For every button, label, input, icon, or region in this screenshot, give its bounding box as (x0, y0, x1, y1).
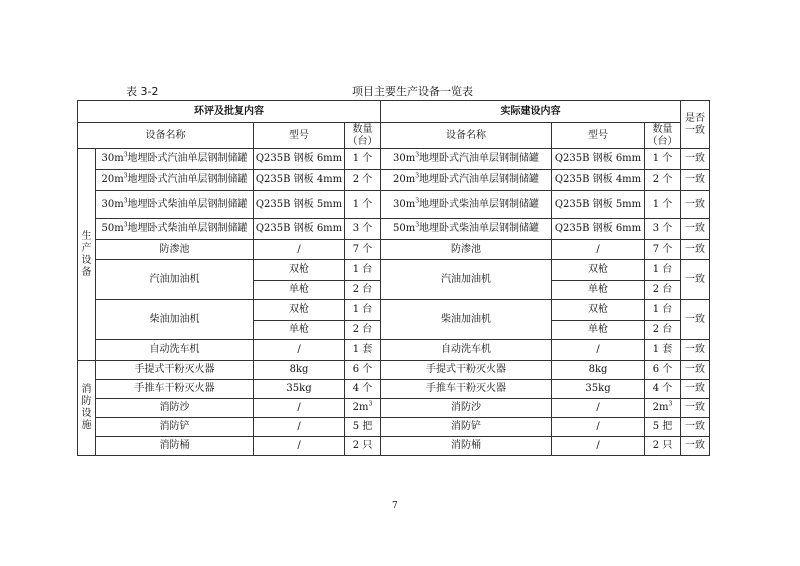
equipment-name: 消防桶 (96, 437, 254, 456)
equipment-name: 柴油加油机 (381, 300, 552, 340)
consistent-cell: 一致 (681, 437, 710, 456)
qty-cell: 4 个 (645, 380, 681, 399)
qty-cell: 6 个 (345, 361, 381, 380)
category-production: 生 产 设 备 (78, 149, 96, 361)
qty-cell: $2m^3$ (345, 399, 381, 418)
qty-cell: 2 个 (345, 170, 381, 191)
model-cell: 双枪 (254, 260, 345, 281)
equipment-name: $20m^3$地埋卧式汽油单层钢制储罐 (96, 170, 254, 191)
header-name-actual: 设备名称 (381, 123, 552, 149)
table-row (78, 437, 710, 456)
equipment-name: 柴油加油机 (96, 300, 254, 340)
qty-cell: 5 把 (645, 418, 681, 437)
consistent-cell: 一致 (681, 399, 710, 418)
equipment-name: $30m^3$地埋卧式柴油单层钢制储罐 (96, 191, 254, 219)
model-cell: Q235B 钢板 6mm (254, 149, 345, 170)
equipment-name: $30m^3$地埋卧式汽油单层钢制储罐 (96, 149, 254, 170)
qty-cell: 1 个 (345, 191, 381, 219)
model-cell: Q235B 钢板 6mm (552, 219, 645, 240)
model-cell: / (552, 418, 645, 437)
consistent-cell: 一致 (681, 380, 710, 399)
consistent-cell: 一致 (681, 361, 710, 380)
equipment-name: 消防沙 (381, 399, 552, 418)
header-qty-actual: 数量 （台） (645, 123, 681, 149)
equipment-name: 消防铲 (381, 418, 552, 437)
qty-cell: 5 把 (345, 418, 381, 437)
table-row (78, 340, 710, 361)
qty-cell: 1 个 (345, 149, 381, 170)
qty-cell: 2 只 (345, 437, 381, 456)
qty-cell: $2m^3$ (645, 399, 681, 418)
qty-cell: 2 台 (645, 321, 681, 340)
model-cell: 双枪 (552, 300, 645, 321)
consistent-cell: 一致 (681, 240, 710, 260)
qty-cell: 1 台 (645, 300, 681, 321)
equipment-name: 手推车干粉灭火器 (96, 380, 254, 399)
equipment-table (77, 100, 710, 456)
equipment-name: $30m^3$地埋卧式柴油单层钢制储罐 (381, 191, 552, 219)
table-number: 表 3-2 (126, 85, 159, 98)
page-number: 7 (392, 501, 398, 511)
consistent-cell: 一致 (681, 418, 710, 437)
equipment-name: 手提式干粉灭火器 (96, 361, 254, 380)
header-name-approved: 设备名称 (78, 123, 254, 149)
model-cell: / (254, 418, 345, 437)
qty-cell: 2 台 (645, 281, 681, 300)
header-approved: 环评及批复内容 (78, 101, 381, 123)
qty-cell: 2 只 (645, 437, 681, 456)
model-cell: 单枪 (254, 281, 345, 300)
model-cell: 单枪 (552, 321, 645, 340)
table-row (78, 260, 710, 281)
qty-cell: 2 个 (645, 170, 681, 191)
consistent-cell: 一致 (681, 191, 710, 219)
equipment-name: 消防沙 (96, 399, 254, 418)
consistent-cell: 一致 (681, 149, 710, 170)
model-cell: Q235B 钢板 6mm (254, 219, 345, 240)
table-title: 项目主要生产设备一览表 (352, 85, 473, 98)
equipment-name: 手推车干粉灭火器 (381, 380, 552, 399)
model-cell: 双枪 (254, 300, 345, 321)
qty-cell: 4 个 (345, 380, 381, 399)
model-cell: / (254, 437, 345, 456)
model-cell: Q235B 钢板 5mm (552, 191, 645, 219)
table-row (78, 300, 710, 321)
model-cell: 单枪 (254, 321, 345, 340)
consistent-cell: 一致 (681, 170, 710, 191)
equipment-name: $30m^3$地埋卧式汽油单层钢制储罐 (381, 149, 552, 170)
model-cell: 35kg (552, 380, 645, 399)
consistent-cell: 一致 (681, 340, 710, 361)
header-model-approved: 型号 (254, 123, 345, 149)
qty-cell: 3 个 (345, 219, 381, 240)
model-cell: 8kg (552, 361, 645, 380)
qty-cell: 1 套 (345, 340, 381, 361)
table-row (78, 170, 710, 191)
consistent-cell: 一致 (681, 300, 710, 340)
model-cell: Q235B 钢板 4mm (552, 170, 645, 191)
equipment-name: 汽油加油机 (96, 260, 254, 300)
qty-cell: 2 台 (345, 281, 381, 300)
table-row (78, 380, 710, 399)
qty-cell: 3 个 (645, 219, 681, 240)
equipment-name: $50m^3$地埋卧式柴油单层钢制储罐 (96, 219, 254, 240)
qty-cell: 7 个 (645, 240, 681, 260)
model-cell: Q235B 钢板 4mm (254, 170, 345, 191)
table-row (78, 240, 710, 260)
model-cell: / (552, 399, 645, 418)
qty-cell: 6 个 (645, 361, 681, 380)
table-row (78, 149, 710, 170)
equipment-name: 自动洗车机 (381, 340, 552, 361)
model-cell: 单枪 (552, 281, 645, 300)
qty-cell: 7 个 (345, 240, 381, 260)
table-row (78, 418, 710, 437)
qty-cell: 1 台 (645, 260, 681, 281)
qty-cell: 2 台 (345, 321, 381, 340)
header-consistent: 是否 一致 (681, 101, 710, 149)
qty-cell: 1 台 (345, 260, 381, 281)
model-cell: 双枪 (552, 260, 645, 281)
equipment-name: $20m^3$地埋卧式汽油单层钢制储罐 (381, 170, 552, 191)
consistent-cell: 一致 (681, 260, 710, 300)
table-row (78, 399, 710, 418)
header-actual: 实际建设内容 (381, 101, 681, 123)
model-cell: 8kg (254, 361, 345, 380)
equipment-name: 消防铲 (96, 418, 254, 437)
model-cell: / (254, 240, 345, 260)
header-qty-approved: 数量 （台） (345, 123, 381, 149)
model-cell: / (254, 340, 345, 361)
equipment-name: $50m^3$地埋卧式柴油单层钢制储罐 (381, 219, 552, 240)
equipment-name: 手提式干粉灭火器 (381, 361, 552, 380)
model-cell: / (552, 240, 645, 260)
model-cell: / (254, 399, 345, 418)
qty-cell: 1 套 (645, 340, 681, 361)
equipment-name: 防渗池 (381, 240, 552, 260)
equipment-name: 汽油加油机 (381, 260, 552, 300)
header-model-actual: 型号 (552, 123, 645, 149)
model-cell: / (552, 437, 645, 456)
table-row (78, 361, 710, 380)
qty-cell: 1 台 (345, 300, 381, 321)
table-row (78, 191, 710, 219)
model-cell: 35kg (254, 380, 345, 399)
model-cell: / (552, 340, 645, 361)
consistent-cell: 一致 (681, 219, 710, 240)
model-cell: Q235B 钢板 5mm (254, 191, 345, 219)
equipment-name: 自动洗车机 (96, 340, 254, 361)
category-fire: 消 防 设 施 (78, 361, 96, 456)
equipment-name: 消防桶 (381, 437, 552, 456)
qty-cell: 1 个 (645, 149, 681, 170)
qty-cell: 1 个 (645, 191, 681, 219)
table-row (78, 219, 710, 240)
model-cell: Q235B 钢板 6mm (552, 149, 645, 170)
equipment-name: 防渗池 (96, 240, 254, 260)
